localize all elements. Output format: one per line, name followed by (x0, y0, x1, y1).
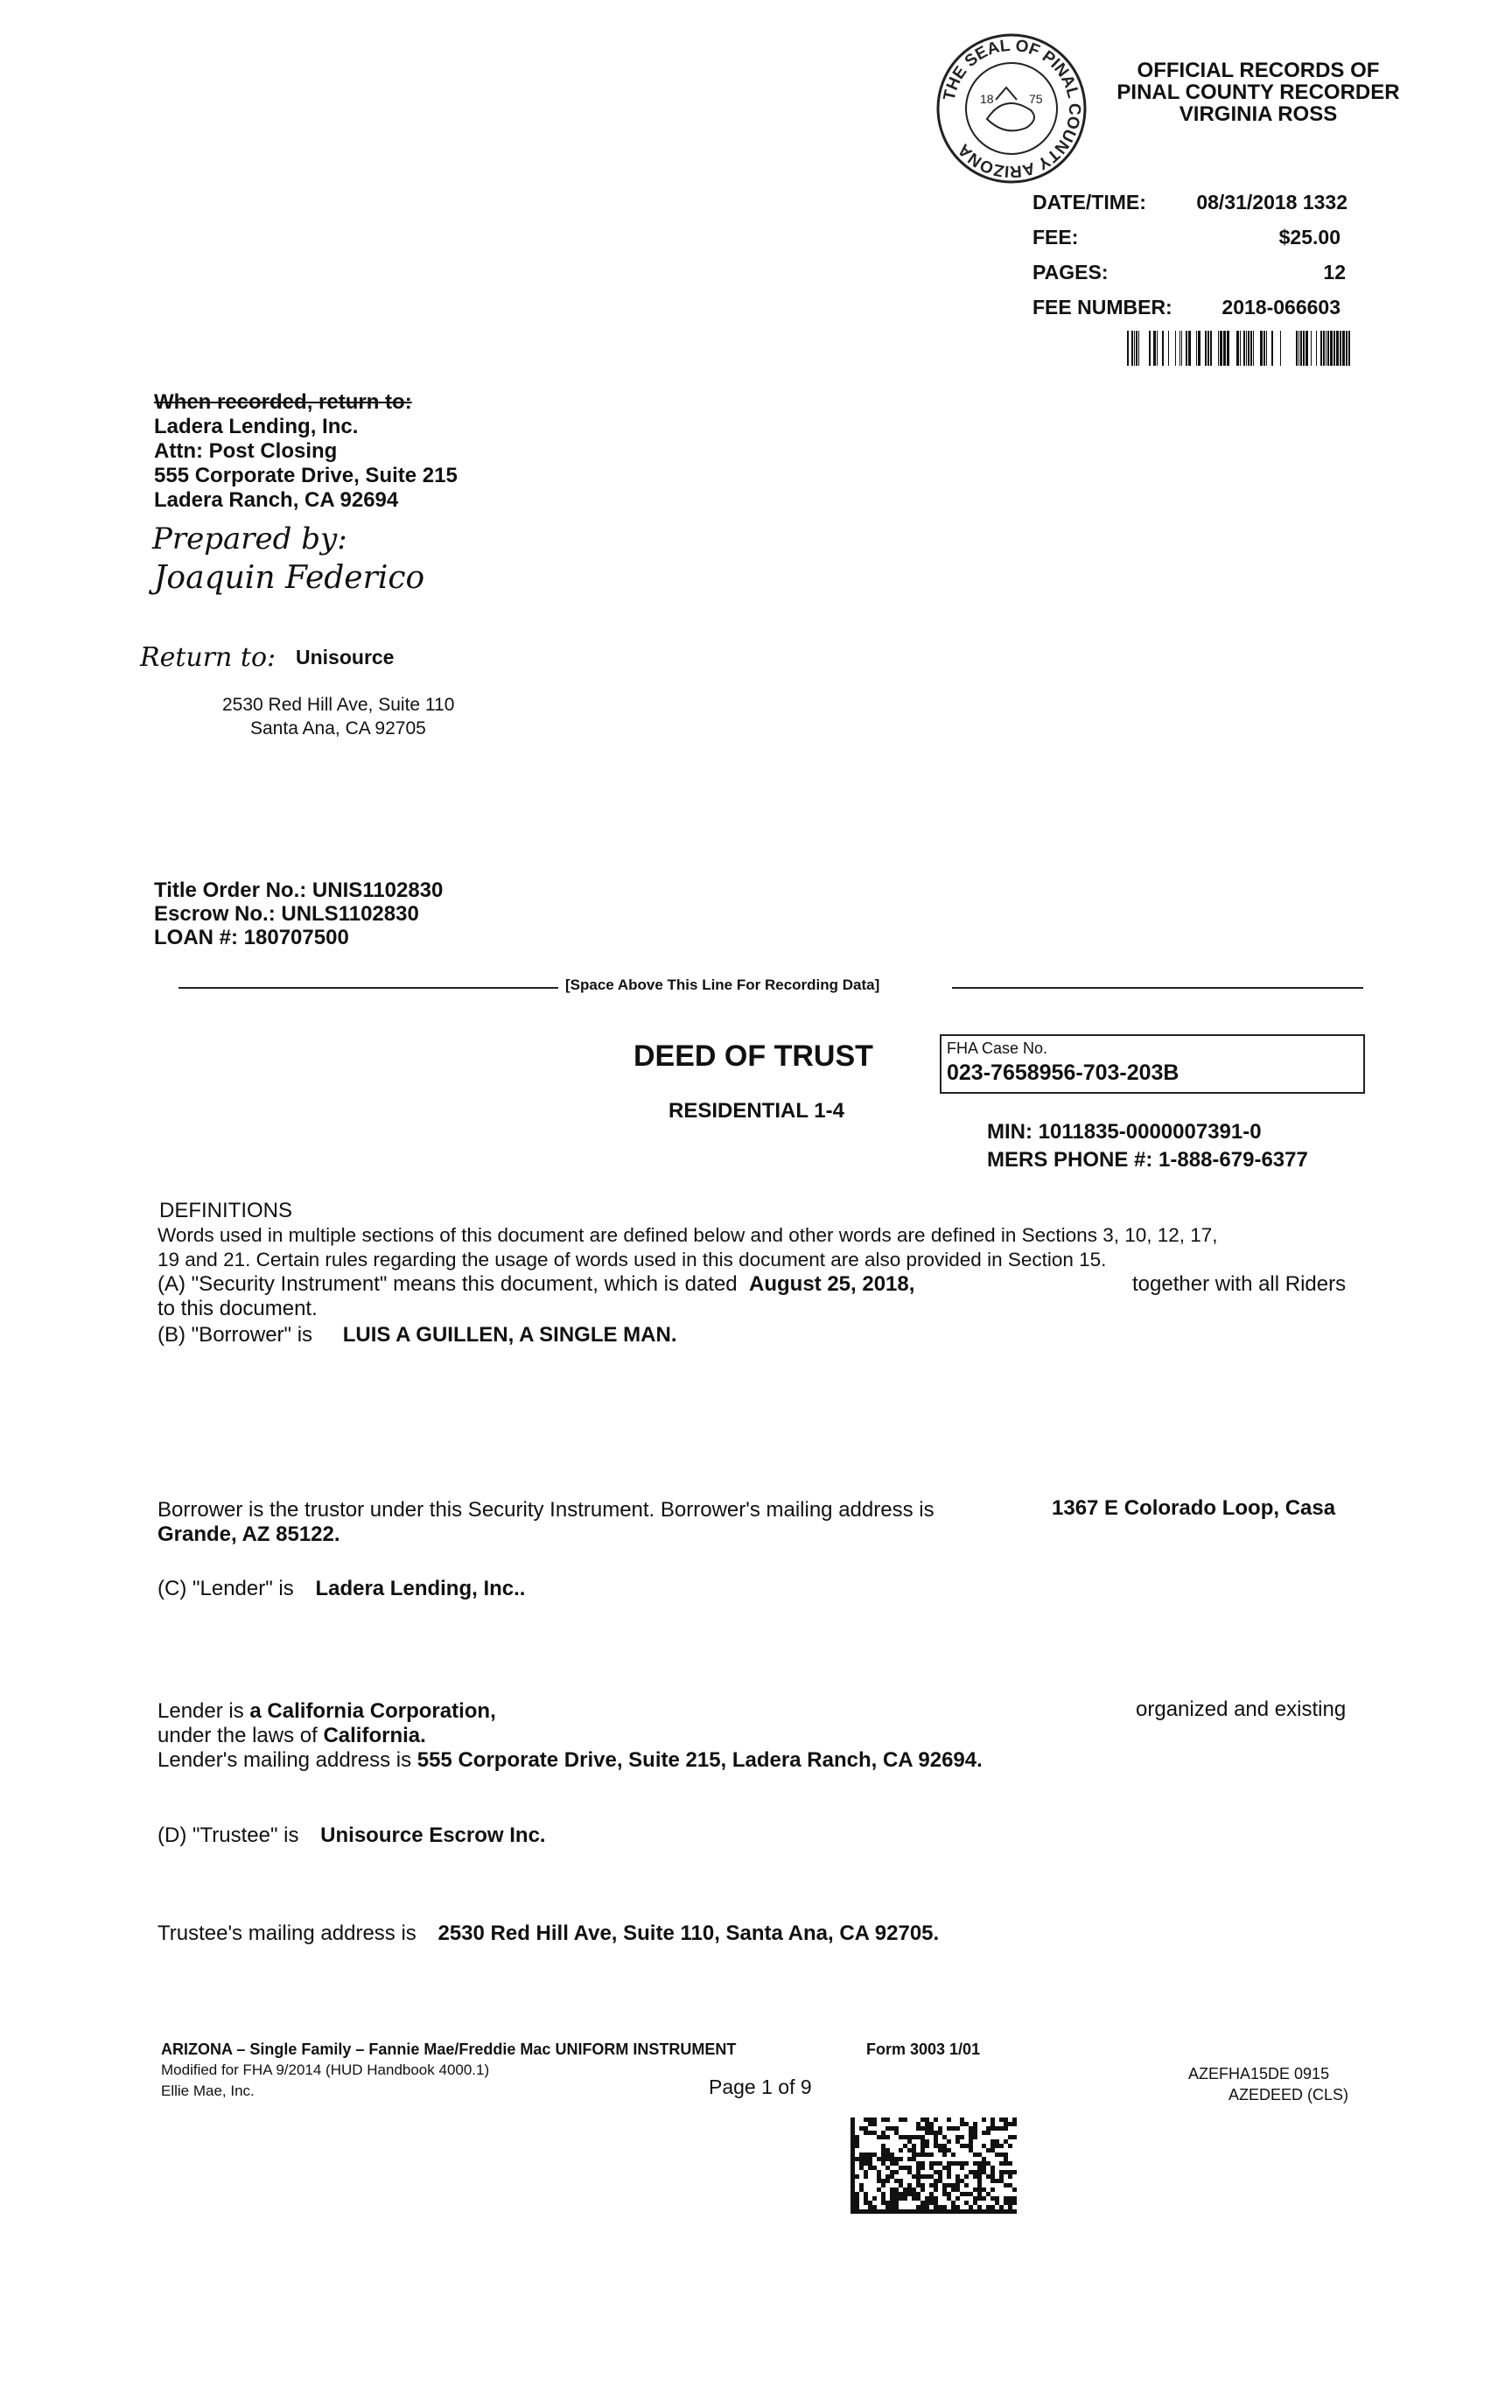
borrower-name: LUIS A GUILLEN, A SINGLE MAN. (342, 1323, 677, 1347)
recorder-title-line3: VIRGINIA ROSS (1179, 102, 1338, 126)
document-subtitle: RESIDENTIAL 1-4 (668, 1099, 844, 1123)
recording-field-fee-number (1032, 296, 1340, 327)
stamp-company: Unisource (296, 646, 395, 668)
recording-barcode (1127, 331, 1351, 366)
document-title: DEED OF TRUST (634, 1040, 873, 1073)
lender-mailing-text: Lender's mailing address is (158, 1748, 412, 1772)
fha-case-label: FHA Case No. (947, 1040, 1048, 1057)
lender-entity-type: a California Corporation, (249, 1699, 496, 1723)
recording-field-value: 2018-066603 (1222, 296, 1340, 318)
definition-a-text: (A) "Security Instrument" means this document, which is dated (158, 1272, 738, 1296)
handwritten-prepared-by: Prepared by: (152, 522, 347, 556)
trustee-mailing-text: Trustee's mailing address is (158, 1922, 416, 1945)
definitions-heading: DEFINITIONS (159, 1199, 293, 1222)
definition-b-text: (B) "Borrower" is (158, 1323, 313, 1347)
lender-organized: organized and existing (1136, 1698, 1347, 1721)
recording-field-label: DATE/TIME: (1032, 191, 1146, 214)
definition-d-text: (D) "Trustee" is (158, 1824, 299, 1847)
page-number: Page 1 of 9 (709, 2076, 812, 2098)
svg-text:THE SEAL OF PINAL COUNTY ARIZO: THE SEAL OF PINAL COUNTY ARIZONA (940, 36, 1084, 181)
recording-field-label: PAGES: (1032, 261, 1109, 284)
definitions-intro-line1: Words used in multiple sections of this document are defined below and other words are defined in Sections 3, 10, 12, 17, (158, 1224, 1218, 1246)
lender-mailing-address: 555 Corporate Drive, Suite 215, Ladera Ranch, CA 92694. (416, 1748, 983, 1772)
lender-entity-text: Lender is (158, 1699, 244, 1723)
return-line: Ladera Lending, Inc. (154, 415, 359, 438)
return-line: 555 Corporate Drive, Suite 215 (154, 464, 458, 487)
borrower-address-line1: 1367 E Colorado Loop, Casa (1052, 1496, 1336, 1520)
definition-a-line2: to this document. (158, 1297, 318, 1320)
footer-code1: AZEFHA15DE 0915 (1188, 2065, 1330, 2082)
borrower-address-line2: Grande, AZ 85122. (158, 1522, 340, 1546)
seal-year-left: 18 (980, 92, 994, 106)
min-number: MIN: 1011835-0000007391-0 (987, 1120, 1262, 1144)
struck-return-line: When recorded, return to: (154, 390, 412, 414)
recording-field-value: $25.00 (1278, 226, 1340, 248)
definition-a-suffix: together with all Riders (1132, 1272, 1347, 1296)
definition-a (158, 1270, 914, 1298)
footer-modified-line: Modified for FHA 9/2014 (HUD Handbook 4000.1) (161, 2062, 490, 2078)
footer-code2: AZEDEED (CLS) (1228, 2086, 1349, 2104)
footer-publisher: Ellie Mae, Inc. (161, 2082, 255, 2099)
recorder-title-line1: OFFICIAL RECORDS OF (1137, 59, 1380, 82)
escrow-number: Escrow No.: UNLS1102830 (154, 902, 419, 926)
separator-rule-left (178, 987, 558, 989)
lender-laws-text: under the laws of (158, 1724, 318, 1747)
borrower-trustor-text: Borrower is the trustor under this Security Instrument. Borrower's mailing address is (158, 1498, 934, 1522)
footer-form-number: Form 3003 1/01 (866, 2040, 981, 2058)
fha-case-box (940, 1034, 1365, 1094)
return-block (154, 390, 458, 513)
county-seal (934, 32, 1088, 186)
footer-form-line: ARIZONA – Single Family – Fannie Mae/Freddie Mac UNIFORM INSTRUMENT (161, 2040, 737, 2058)
loan-number: LOAN #: 180707500 (154, 926, 349, 949)
lender-entity (158, 1698, 496, 1725)
definition-c-text: (C) "Lender" is (158, 1577, 294, 1600)
definitions-intro-line2: 19 and 21. Certain rules regarding the usage of words used in this document are also provided in Section 15. (158, 1249, 1107, 1270)
recording-field-fee (1032, 226, 1340, 257)
lender-laws (158, 1722, 426, 1749)
fha-case-number: 023-7658956-703-203B (947, 1060, 1180, 1085)
definition-b (158, 1321, 677, 1348)
mers-phone: MERS PHONE #: 1-888-679-6377 (987, 1148, 1308, 1172)
order-info (154, 878, 443, 949)
title-order-number: Title Order No.: UNIS1102830 (154, 878, 444, 902)
recording-field-label: FEE: (1032, 226, 1079, 248)
stamp-address-line1: 2530 Red Hill Ave, Suite 110 (222, 695, 455, 715)
separator-label: [Space Above This Line For Recording Data] (565, 976, 880, 993)
recording-field-label: FEE NUMBER: (1032, 296, 1172, 318)
handwritten-preparer-name: Joaquin Federico (154, 560, 425, 596)
recording-field-value: 12 (1323, 261, 1346, 284)
2d-barcode (850, 2118, 1017, 2214)
lender-state: California. (323, 1724, 426, 1747)
recording-field-datetime (1032, 191, 1348, 222)
lender-name: Ladera Lending, Inc.. (315, 1577, 526, 1600)
stamp-address-line2: Santa Ana, CA 92705 (250, 718, 426, 738)
recorder-title (1092, 60, 1424, 125)
seal-year-right: 75 (1029, 92, 1043, 106)
recording-field-pages (1032, 261, 1346, 292)
return-line: Ladera Ranch, CA 92694 (154, 488, 399, 512)
security-instrument-date: August 25, 2018, (749, 1272, 915, 1296)
trustee-mailing-address: 2530 Red Hill Ave, Suite 110, Santa Ana, CA 92705. (438, 1922, 940, 1945)
recorder-title-line2: PINAL COUNTY RECORDER (1116, 80, 1400, 104)
recording-field-value: 08/31/2018 1332 (1196, 191, 1348, 214)
definition-d (158, 1822, 546, 1849)
stamp-address (222, 693, 454, 740)
trustee-name: Unisource Escrow Inc. (320, 1824, 546, 1847)
definition-c (158, 1575, 525, 1602)
return-line: Attn: Post Closing (154, 439, 338, 463)
separator-rule-right (952, 987, 1363, 989)
handwritten-return-to: Return to: (140, 642, 276, 673)
lender-mailing (158, 1746, 983, 1774)
trustee-mailing (158, 1920, 939, 1947)
